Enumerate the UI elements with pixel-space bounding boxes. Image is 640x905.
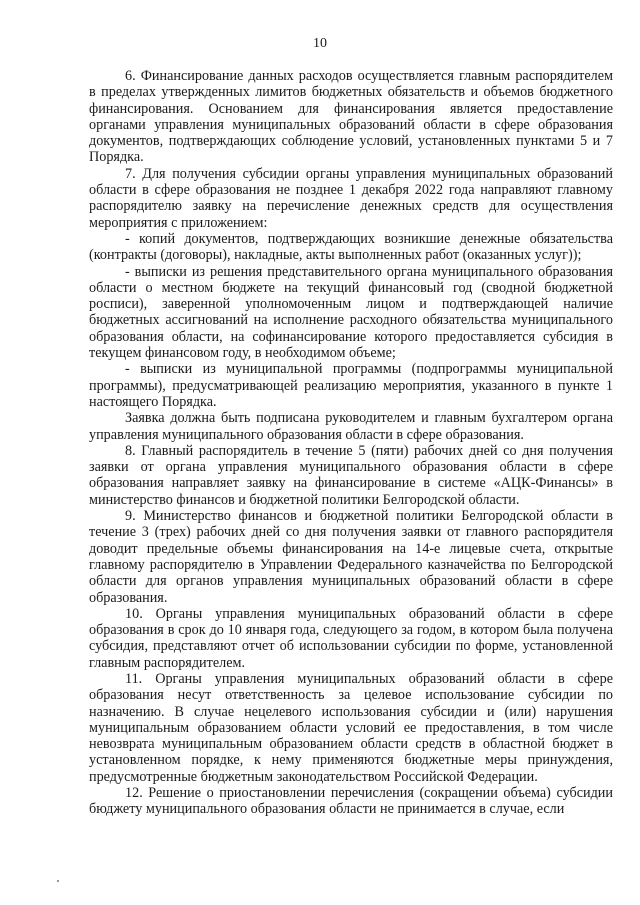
- paragraph-signature-requirement: Заявка должна быть подписана руководителем и главным бухгалтером органа управления муниципального образования области в сфере образования.: [89, 410, 613, 443]
- paragraph-6: 6. Финансирование данных расходов осуществляется главным распорядителем в пределах утвержденных лимитов бюджетных обязательств и объемов бюджетного финансирования. Основанием для финансирования является предоставление органами управления муниципальных образований области в сфере образования документов, подтверждающих соблюдение условий, установленных пунктами 5 и 7 Порядка.: [89, 68, 613, 166]
- page-number: 10: [313, 36, 327, 51]
- paragraph-8: 8. Главный распорядитель в течение 5 (пяти) рабочих дней со дня получения заявки от органа управления муниципального образования области в сфере образования направляет заявку на финансирование в системе «АЦК-Финансы» в министерство финансов и бюджетной политики Белгородской области.: [89, 442, 613, 508]
- paragraph-12: 12. Решение о приостановлении перечисления (сокращении объема) субсидии бюджету муниципального образования области не принимается в случае, если: [89, 785, 613, 818]
- scan-artifact: [57, 880, 59, 882]
- paragraph-11: 11. Органы управления муниципальных образований области в сфере образования несут ответственность за целевое использование субсидии по назначению. В случае нецелевого использования субсидии и (или) нарушения муниципальным образованием области условий ее предоставления, в том числе невозврата муниципальным образованием области средств в областной бюджет в установленном порядке, к нему применяются бюджетные меры принуждения, предусмотренные бюджетным законодательством Российской Федерации.: [89, 670, 613, 785]
- paragraph-9: 9. Министерство финансов и бюджетной политики Белгородской области в течение 3 (трех) рабочих дней со дня получения заявки от главного распорядителя доводит предельные объемы финансирования на 14-е лицевые счета, открытые главному распорядителю в Управлении Федерального казначейства по Белгородской области для органов управления муниципальных образований области в сфере образования.: [89, 508, 613, 606]
- list-item-budget-extract: - выписки из решения представительного органа муниципального образования области о местном бюджете на текущий финансовый год (сводной бюджетной росписи), заверенной уполномоченным лицом и подтверждающей наличие бюджетных ассигнований на исполнение расходного обязательства муниципального образования области, на софинансирование которого предоставляется субсидия в текущем финансовом году, в необходимом объеме;: [89, 263, 613, 362]
- paragraph-7: 7. Для получения субсидии органы управления муниципальных образований области в сфере образования не позднее 1 декабря 2022 года направляют главному распорядителю заявку на перечисление денежных средств для осуществления мероприятия с приложением:: [89, 165, 613, 231]
- list-item-contract-copies: - копий документов, подтверждающих возникшие денежные обязательства (контракты (договоры), накладные, акты выполненных работ (оказанных услуг));: [89, 230, 613, 264]
- paragraph-10: 10. Органы управления муниципальных образований области в сфере образования в срок до 10 января года, следующего за годом, в котором была получена субсидия, представляют отчет об использовании субсидии по форме, установленной главным распорядителем.: [89, 605, 613, 671]
- list-item-program-extract: - выписки из муниципальной программы (подпрограммы муниципальной программы), предусматривающей реализацию мероприятия, указанного в пункте 1 настоящего Порядка.: [89, 361, 613, 410]
- document-body: [89, 68, 613, 818]
